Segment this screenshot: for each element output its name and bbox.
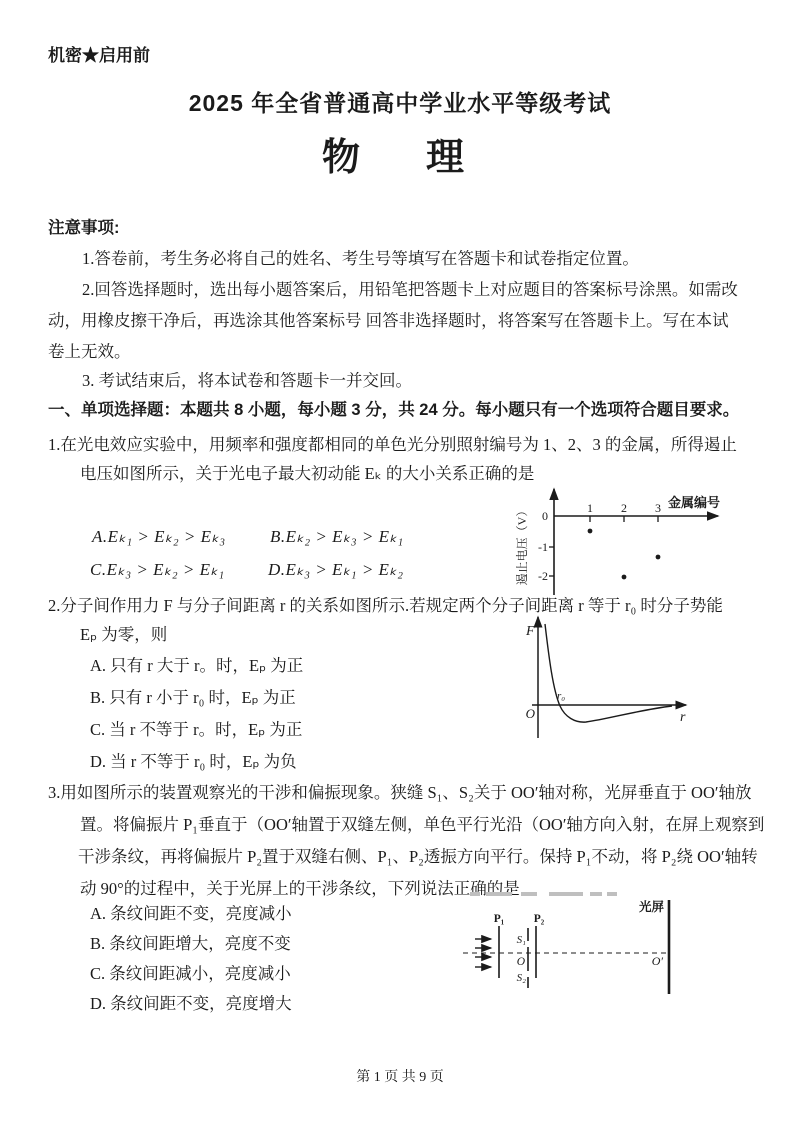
q1-data-point-metal2 [622,575,627,580]
exam-title: 2025 年全省普通高中学业水平等级考试 [188,90,612,116]
q3-s2-label: S₂ [516,972,526,984]
section-1-heading: 一、单项选择题：本题共 8 小题，每小题 3 分，共 24 分。每小题只有一个选项符合题目要求。 [48,401,740,419]
q3-p1-label: P₁ [493,913,505,925]
notice-item-1: 1.答卷前，考生务必将自己的姓名、考生号等填写在答题卡和试卷指定位置。 [82,249,639,268]
q1-data-point-metal3 [656,555,661,560]
q2-option-a: A. 只有 r 大于 r。时，Eₚ 为正 [90,656,304,675]
q2-force-distance-graph [524,610,696,746]
notice-heading: 注意事项: [48,219,120,237]
notice-item-2-line1: 2.回答选择题时，选出每小题答案后，用铅笔把答题卡上对应题目的答案标号涂黑。如需改 [82,280,738,299]
q2-r0-label: r₀ [557,690,566,702]
q1-option-a: A.Eₖ₁ > Eₖ₂ > Eₖ₃ [92,527,226,546]
q1-data-point-metal1 [588,529,593,534]
q3-option-d: D. 条纹间距不变，亮度增大 [90,994,292,1013]
q2-r-label: r [680,710,686,725]
q3-text-line1: 3.用如图所示的装置观察光的干涉和偏振现象。狭缝 S₁、S₂关于 OO′轴对称，光屏垂直于 OO′轴放 [48,783,752,802]
q3-text-line4: 动 90°的过程中，关于光屏上的干涉条纹，下列说法正确的是 [80,879,520,898]
q3-screen-label: 光屏 [638,900,664,914]
q2-text-line1: 2.分子间作用力 F 与分子间距离 r 的关系如图所示.若规定两个分子间距离 r 等于 r₀ 时分子势能 [48,596,723,615]
q3-option-c: C. 条纹间距减小，亮度减小 [90,964,291,983]
q1-xaxis-label: 金属编号 [668,495,721,510]
q2-f-label: F [526,624,535,639]
q1-ytick-m2: -2 [538,569,548,583]
page-number: 第 1 页 共 9 页 [356,1070,444,1085]
q1-text-line1: 1.在光电效应实验中，用频率和强度都相同的单色光分别照射编号为 1、2、3 的金属，所得遏止 [48,435,737,454]
q1-text-line2: 电压如图所示，关于光电子最大初动能 Eₖ 的大小关系正确的是 [80,464,535,483]
subject-title: 物 理 [321,137,478,179]
q3-o-label: O [516,956,525,968]
security-mark: 机密★启用前 [48,46,150,65]
q2-origin-label: O [525,706,535,721]
q3-text-line3: 干涉条纹，再将偏振片 P₂置于双缝右侧、P₁、P₂透振方向平行。保持 P₁不动，将 P₂绕 OO′轴转 [78,847,758,866]
q3-s1-label: S₁ [516,934,526,946]
q3-o-prime-label: O′ [651,954,663,968]
q1-ytick-0: 0 [542,509,548,523]
q3-p2-label: P₂ [533,913,545,925]
q1-stopping-voltage-graph [512,481,750,601]
q2-text-line2: Eₚ 为零，则 [80,625,168,644]
q1-xtick-2: 2 [621,501,627,515]
notice-item-3: 3. 考试结束后，将本试卷和答题卡一并交回。 [82,371,412,390]
q3-text-line2: 置。将偏振片 P₁垂直于（OO′轴置于双缝左侧，单色平行光沿（OO′轴方向入射，在屏上观察到 [80,815,765,834]
q3-option-a: A. 条纹间距不变，亮度减小 [90,904,292,923]
q1-option-d: D.Eₖ₃ > Eₖ₁ > Eₖ₂ [268,560,404,579]
q2-force-curve [545,624,672,722]
q3-double-slit-diagram [455,888,791,1006]
q1-yaxis-label: 遏止电压（V） [515,504,529,586]
q2-option-d: D. 当 r 不等于 r₀ 时，Eₚ 为负 [90,752,297,771]
q1-xtick-1: 1 [587,501,593,515]
q1-xtick-3: 3 [655,501,661,515]
notice-item-2-line3: 卷上无效。 [48,342,131,361]
q3-option-b: B. 条纹间距增大，亮度不变 [90,934,291,953]
q2-option-b: B. 只有 r 小于 r₀ 时，Eₚ 为正 [90,688,296,707]
q2-option-c: C. 当 r 不等于 r。时，Eₚ 为正 [90,720,303,739]
q1-option-b: B.Eₖ₂ > Eₖ₃ > Eₖ₁ [270,527,404,546]
q1-option-c: C.Eₖ₃ > Eₖ₂ > Eₖ₁ [90,560,225,579]
q1-ytick-m1: -1 [538,540,548,554]
notice-item-2-line2: 动，用橡皮擦干净后，再选涂其他答案标号 回答非选择题时，将答案写在答题卡上。写在本试 [48,311,729,330]
